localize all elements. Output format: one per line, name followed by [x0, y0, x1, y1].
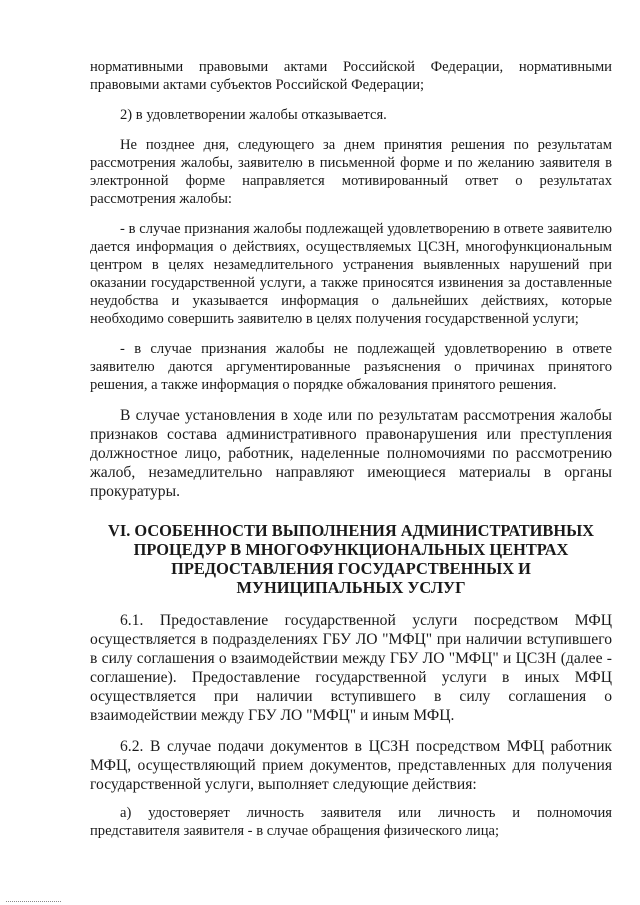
- paragraph-prosecutor-referral: В случае установления в ходе или по результатам рассмотрения жалобы признаков состава административного правонарушения или преступления должностное лицо, работник, наделенные полномочиями по рассмотрению жалоб, незамедлительно направляют имеющиеся материалы в органы прокуратуры.: [90, 407, 612, 500]
- paragraph-complaint-rejected: - в случае признания жалобы не подлежащей удовлетворению в ответе заявителю даются аргументированные разъяснения о причинах принятого решения, а также информация о порядке обжалования принятого решения.: [90, 341, 612, 393]
- paragraph-continuation: нормативными правовыми актами Российской Федерации, нормативными правовыми актами субъектов Российской Федерации;: [90, 59, 612, 93]
- paragraph-6-2-a: а) удостоверяет личность заявителя или личность и полномочия представителя заявителя - в случае обращения физического лица;: [90, 805, 612, 839]
- paragraph-6-1: 6.1. Предоставление государственной услуги посредством МФЦ осуществляется в подразделениях ГБУ ЛО "МФЦ" при наличии вступившего в силу соглашения о взаимодействии между ГБУ ЛО "МФЦ" и ЦСЗН (далее - соглашение). Предоставление государственной услуги в иных МФЦ осуществляется при наличии вступившего в силу соглашения о взаимодействии между ГБУ ЛО "МФЦ" и иным МФЦ.: [90, 612, 612, 724]
- paragraph-complaint-satisfied: - в случае признания жалобы подлежащей удовлетворению в ответе заявителю дается информация о действиях, осуществляемых ЦСЗН, многофункциональным центром в целях незамедлительного устранения выявленных нарушений при оказании государственной услуги, а также приносятся извинения за доставленные неудобства и указывается информация о дальнейших действиях, которые необходимо совершить заявителю в целях получения государственной услуги;: [90, 221, 612, 327]
- paragraph-6-2: 6.2. В случае подачи документов в ЦСЗН посредством МФЦ работник МФЦ, осуществляющий прием документов, представленных для получения государственной услуги, выполняет следующие действия:: [90, 738, 612, 793]
- paragraph-refusal: 2) в удовлетворении жалобы отказывается.: [120, 107, 387, 123]
- section-heading: VI. ОСОБЕННОСТИ ВЫПОЛНЕНИЯ АДМИНИСТРАТИВНЫХ ПРОЦЕДУР В МНОГОФУНКЦИОНАЛЬНЫХ ЦЕНТРАХ ПРЕДОСТАВЛЕНИЯ ГОСУДАРСТВЕННЫХ И МУНИЦИПАЛЬНЫХ УСЛУГ: [107, 521, 595, 597]
- paragraph-response-deadline: Не позднее дня, следующего за днем принятия решения по результатам рассмотрения жалобы, заявителю в письменной форме и по желанию заявителя в электронной форме направляется мотивированный ответ о результатах рассмотрения жалобы:: [90, 137, 612, 207]
- footer-divider: [6, 901, 61, 903]
- document-body: [90, 58, 612, 840]
